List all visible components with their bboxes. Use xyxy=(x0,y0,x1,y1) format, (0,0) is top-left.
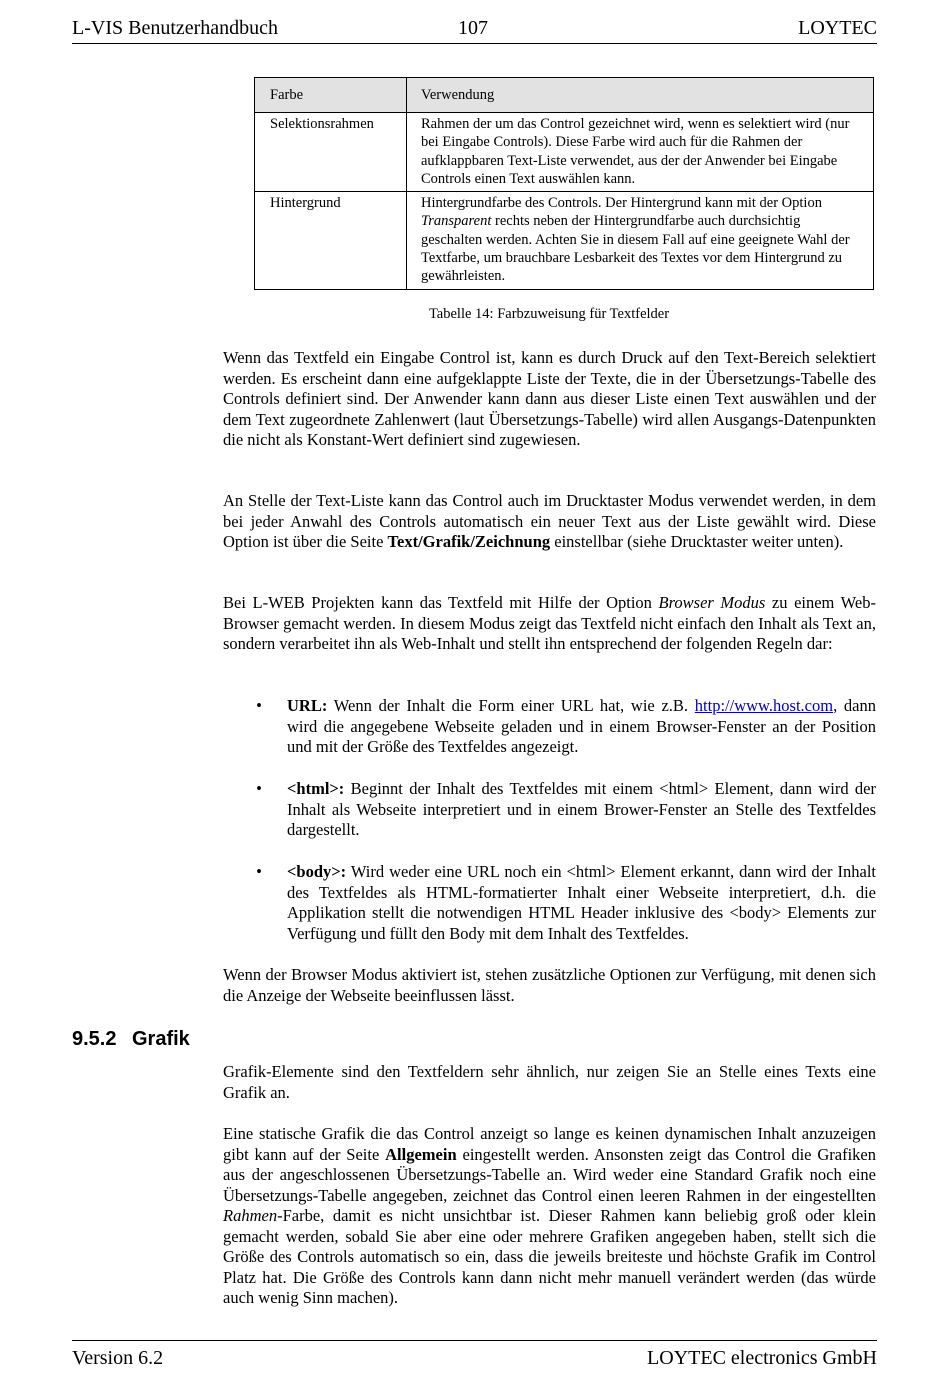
bullet-url-text: URL: Wenn der Inhalt die Form einer URL hat, wie z.B. http://www.host.com, dann wird die angegebene Webseite geladen und in einem Browser-Fenster an der Position und mit der Größe des Textfeldes angezeigt. xyxy=(287,696,877,756)
color-table xyxy=(254,77,874,290)
paragraph-static-graphic: Eine statische Grafik die das Control anzeigt so lange es keinen dynamischen Inhalt anzuzeigen gibt kann auf der Seite Allgemein eingestellt werden. Ansonsten zeigt das Control die Grafiken aus der angeschlossenen Übersetzungs-Tabelle an. Wird weder eine Standard Grafik noch eine Übersetzungs-Tabelle angegeben, zeichnet das Control einen leeren Rahmen in der eingestellten Rahmen-Farbe, damit es nicht unsichtbar ist. Dieser Rahmen kann beliebig groß oder klein gemacht werden, sobald Sie aber eine oder mehrere Grafiken angegeben haben, stellt sich die Größe des Controls automatisch so ein, dass die jeweils breiteste und höchste Grafik im Control Platz hat. Die Größe des Controls kann dann nicht mehr manuell verändert werden (das würde auch wenig Sinn machen). xyxy=(223,1124,876,1307)
section-heading xyxy=(72,1027,190,1051)
table-header-row xyxy=(255,78,874,113)
table-cell-color-name: Selektionsrahmen xyxy=(255,113,407,192)
paragraph-browser-options: Wenn der Browser Modus aktiviert ist, stehen zusätzliche Optionen zur Verfügung, mit denen sich die Anzeige der Webseite beeinflussen lässt. xyxy=(223,965,876,1005)
page-reference: Text/Grafik/Zeichnung xyxy=(387,532,551,551)
column-header-farbe: Farbe xyxy=(255,78,407,113)
paragraph-input-control: Wenn das Textfeld ein Eingabe Control ist, kann es durch Druck auf den Text-Bereich selektiert werden. Es erscheint dann eine aufgeklappte Liste der Texte, die in der Übersetzungs-Tabelle des Controls definiert sind. Der Anwender kann dann aus dieser Liste einen Text auswählen und der dem Text zugeordnete Zahlenwert (laut Übersetzungs-Tabelle) wird allen Ausgangs-Datenpunkten die nicht als Konstant-Wert definiert sind zugewiesen. xyxy=(223,348,876,449)
list-item xyxy=(252,696,876,760)
page-reference: Allgemein xyxy=(385,1144,457,1164)
table-cell-usage: Hintergrundfarbe des Controls. Der Hintergrund kann mit der Option Transparent rechts neben der Hintergrundfarbe auch durchsichtig geschalten werden. Achten Sie in diesem Fall auf eine geeignete Wahl der Textfarbe, um brauchbare Lesbarkeit des Textes vor dem Hintergrund zu gewährleisten. xyxy=(407,192,874,289)
option-transparent: Transparent xyxy=(421,213,492,230)
list-item xyxy=(252,779,876,843)
header-company: LOYTEC xyxy=(798,17,877,39)
example-url-link[interactable]: http://www.host.com xyxy=(694,696,834,715)
paragraph-push-button-mode: An Stelle der Text-Liste kann das Control auch im Drucktaster Modus verwendet werden, in dem bei jeder Anwahl des Controls automatisch ein neuer Text aus der Liste gewählt wird. Diese Option ist über die Seite Text/Grafik/Zeichnung einstellbar (siehe Drucktaster weiter unten). xyxy=(223,491,876,551)
page-footer xyxy=(72,1340,877,1369)
bullet-html-text: <html>: Beginnt der Inhalt des Textfeldes mit einem <html> Element, dann wird der Inhalt als Webseite interpretiert und in einem Brower-Fenster an Stelle des Textfeldes dargestellt. xyxy=(287,779,876,839)
bullet-body-text: <body>: Wird weder eine URL noch ein <html> Element erkannt, dann wird der Inhalt des Textfeldes als HTML-formatierter Inhalt einer Webseite interpretiert, d.h. die Applikation stellt die notwendigen HTML Header inklusive des <body> Elements zur Verfügung und füllt den Body mit dem Inhalt des Textfeldes. xyxy=(287,862,876,943)
option-browser-mode: Browser Modus xyxy=(658,593,766,612)
table-cell-color-name: Hintergrund xyxy=(255,192,407,289)
version-label: Version 6.2 xyxy=(72,1347,164,1369)
list-item xyxy=(252,862,876,946)
footer-company: LOYTEC electronics GmbH xyxy=(647,1347,877,1369)
table-cell-usage: Rahmen der um das Control gezeichnet wird, wenn es selektiert wird (nur bei Eingabe Controls). Diese Farbe wird auch für die Rahmen der aufklappbaren Text-Liste verwendet, aus der der Anwender bei Eingabe Controls einen Text auswählen kann. xyxy=(407,113,874,192)
frame-color-term: Rahmen xyxy=(223,1206,278,1225)
paragraph-browser-mode: Bei L-WEB Projekten kann das Textfeld mit Hilfe der Option Browser Modus zu einem Web-Browser gemacht werden. In diesem Modus zeigt das Textfeld nicht einfach den Inhalt als Text an, sondern verarbeitet ihn als Web-Inhalt und stellt ihn entsprechend der folgenden Regeln dar: xyxy=(223,593,876,653)
bullet-symbol: • xyxy=(256,862,262,881)
bullet-symbol: • xyxy=(256,696,262,715)
manual-title: L-VIS Benutzerhandbuch xyxy=(72,17,279,39)
column-header-verwendung: Verwendung xyxy=(407,78,874,113)
page-number: 107 xyxy=(458,17,488,39)
section-title: Grafik xyxy=(132,1028,190,1050)
paragraph-graphic-intro: Grafik-Elemente sind den Textfeldern sehr ähnlich, nur zeigen Sie an Stelle eines Texts eine Grafik an. xyxy=(223,1062,876,1102)
bullet-symbol: • xyxy=(256,779,262,798)
table-row xyxy=(255,113,874,192)
table-caption: Tabelle 14: Farbzuweisung für Textfelder xyxy=(428,306,670,322)
page-header xyxy=(72,14,877,44)
table-row xyxy=(255,192,874,289)
section-number: 9.5.2 xyxy=(72,1028,117,1050)
